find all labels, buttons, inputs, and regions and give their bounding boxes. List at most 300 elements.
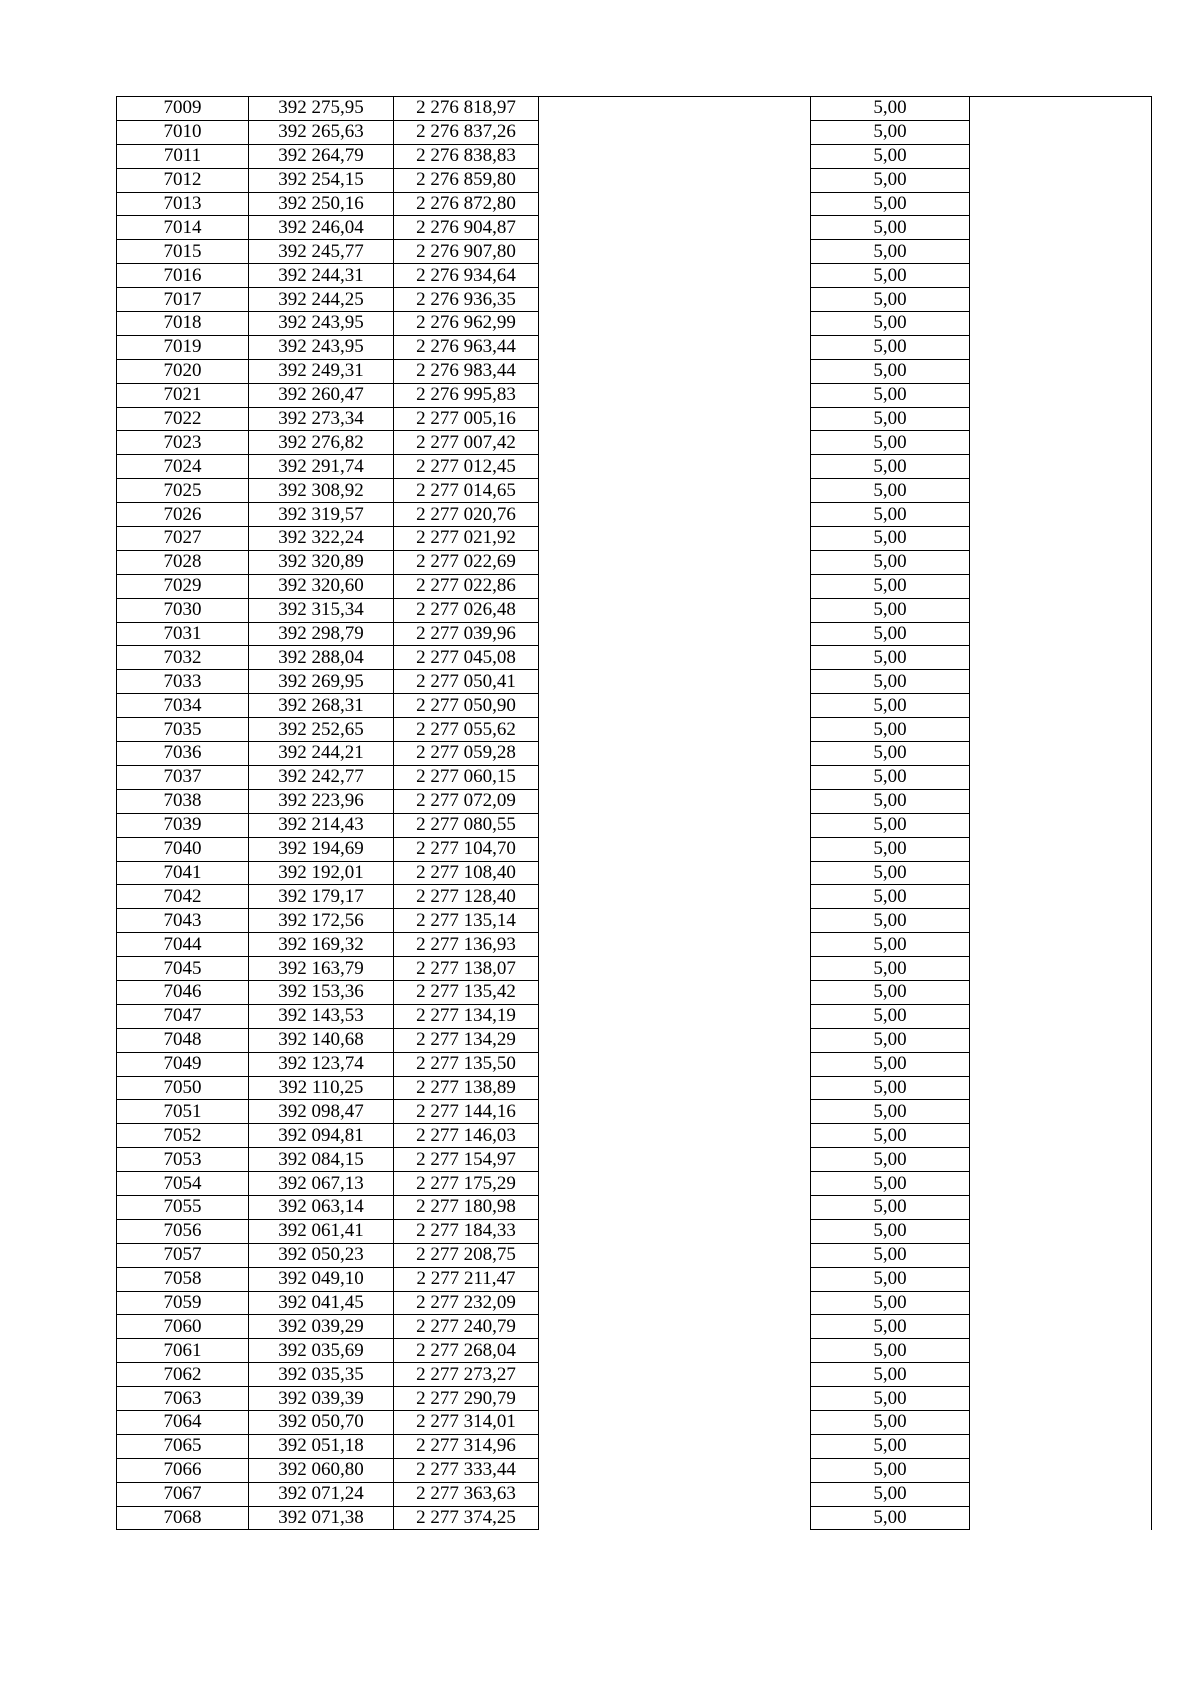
accuracy-cell: 5,00 [811, 383, 970, 407]
x-coordinate-cell: 392 320,60 [249, 574, 394, 598]
table-row [117, 1410, 1152, 1434]
x-coordinate-cell: 392 242,77 [249, 765, 394, 789]
table-row [117, 1387, 1152, 1411]
accuracy-cell: 5,00 [811, 1387, 970, 1411]
y-coordinate-cell: 2 277 104,70 [394, 837, 539, 861]
blank-cell [539, 718, 811, 742]
y-coordinate-cell: 2 277 072,09 [394, 789, 539, 813]
table-row [117, 1506, 1152, 1530]
accuracy-cell: 5,00 [811, 1410, 970, 1434]
note-cell [970, 216, 1152, 240]
blank-cell [539, 1506, 811, 1530]
table-row [117, 861, 1152, 885]
accuracy-cell: 5,00 [811, 1339, 970, 1363]
note-cell [970, 550, 1152, 574]
table-row [117, 192, 1152, 216]
table-row [117, 527, 1152, 551]
table-row [117, 288, 1152, 312]
table-row [117, 240, 1152, 264]
point-number-cell: 7064 [117, 1410, 249, 1434]
accuracy-cell: 5,00 [811, 1028, 970, 1052]
table-row [117, 335, 1152, 359]
table-row [117, 1004, 1152, 1028]
table-row [117, 144, 1152, 168]
blank-cell [539, 694, 811, 718]
accuracy-cell: 5,00 [811, 742, 970, 766]
table-row [117, 646, 1152, 670]
accuracy-cell: 5,00 [811, 335, 970, 359]
x-coordinate-cell: 392 163,79 [249, 957, 394, 981]
point-number-cell: 7068 [117, 1506, 249, 1530]
blank-cell [539, 1028, 811, 1052]
note-cell [970, 789, 1152, 813]
accuracy-cell: 5,00 [811, 694, 970, 718]
y-coordinate-cell: 2 277 138,07 [394, 957, 539, 981]
x-coordinate-cell: 392 244,25 [249, 288, 394, 312]
x-coordinate-cell: 392 041,45 [249, 1291, 394, 1315]
note-cell [970, 646, 1152, 670]
y-coordinate-cell: 2 277 014,65 [394, 479, 539, 503]
blank-cell [539, 383, 811, 407]
note-cell [970, 1052, 1152, 1076]
x-coordinate-cell: 392 260,47 [249, 383, 394, 407]
note-cell [970, 479, 1152, 503]
x-coordinate-cell: 392 123,74 [249, 1052, 394, 1076]
note-cell [970, 813, 1152, 837]
y-coordinate-cell: 2 276 962,99 [394, 312, 539, 336]
point-number-cell: 7026 [117, 503, 249, 527]
table-row [117, 765, 1152, 789]
table-row [117, 97, 1152, 121]
point-number-cell: 7043 [117, 909, 249, 933]
note-cell [970, 622, 1152, 646]
table-row [117, 933, 1152, 957]
y-coordinate-cell: 2 277 232,09 [394, 1291, 539, 1315]
blank-cell [539, 1195, 811, 1219]
x-coordinate-cell: 392 244,31 [249, 264, 394, 288]
x-coordinate-cell: 392 060,80 [249, 1458, 394, 1482]
accuracy-cell: 5,00 [811, 479, 970, 503]
x-coordinate-cell: 392 264,79 [249, 144, 394, 168]
blank-cell [539, 980, 811, 1004]
accuracy-cell: 5,00 [811, 598, 970, 622]
accuracy-cell: 5,00 [811, 216, 970, 240]
point-number-cell: 7036 [117, 742, 249, 766]
blank-cell [539, 240, 811, 264]
blank-cell [539, 168, 811, 192]
note-cell [970, 861, 1152, 885]
blank-cell [539, 359, 811, 383]
table-row [117, 1482, 1152, 1506]
y-coordinate-cell: 2 277 211,47 [394, 1267, 539, 1291]
note-cell [970, 1482, 1152, 1506]
blank-cell [539, 1387, 811, 1411]
note-cell [970, 598, 1152, 622]
blank-cell [539, 1219, 811, 1243]
note-cell [970, 1004, 1152, 1028]
accuracy-cell: 5,00 [811, 1267, 970, 1291]
y-coordinate-cell: 2 277 050,41 [394, 670, 539, 694]
y-coordinate-cell: 2 277 050,90 [394, 694, 539, 718]
point-number-cell: 7016 [117, 264, 249, 288]
note-cell [970, 1219, 1152, 1243]
blank-cell [539, 1482, 811, 1506]
blank-cell [539, 574, 811, 598]
y-coordinate-cell: 2 277 273,27 [394, 1363, 539, 1387]
blank-cell [539, 909, 811, 933]
accuracy-cell: 5,00 [811, 1243, 970, 1267]
note-cell [970, 694, 1152, 718]
note-cell [970, 1339, 1152, 1363]
x-coordinate-cell: 392 243,95 [249, 312, 394, 336]
accuracy-cell: 5,00 [811, 288, 970, 312]
accuracy-cell: 5,00 [811, 527, 970, 551]
accuracy-cell: 5,00 [811, 168, 970, 192]
y-coordinate-cell: 2 277 154,97 [394, 1148, 539, 1172]
note-cell [970, 1363, 1152, 1387]
note-cell [970, 335, 1152, 359]
x-coordinate-cell: 392 169,32 [249, 933, 394, 957]
blank-cell [539, 1148, 811, 1172]
y-coordinate-cell: 2 277 333,44 [394, 1458, 539, 1482]
x-coordinate-cell: 392 050,70 [249, 1410, 394, 1434]
blank-cell [539, 1124, 811, 1148]
x-coordinate-cell: 392 246,04 [249, 216, 394, 240]
x-coordinate-cell: 392 035,35 [249, 1363, 394, 1387]
table-row [117, 1219, 1152, 1243]
accuracy-cell: 5,00 [811, 837, 970, 861]
table-row [117, 550, 1152, 574]
x-coordinate-cell: 392 269,95 [249, 670, 394, 694]
blank-cell [539, 144, 811, 168]
note-cell [970, 1148, 1152, 1172]
point-number-cell: 7061 [117, 1339, 249, 1363]
x-coordinate-cell: 392 223,96 [249, 789, 394, 813]
blank-cell [539, 861, 811, 885]
point-number-cell: 7011 [117, 144, 249, 168]
blank-cell [539, 1434, 811, 1458]
note-cell [970, 1195, 1152, 1219]
note-cell [970, 168, 1152, 192]
point-number-cell: 7031 [117, 622, 249, 646]
blank-cell [539, 885, 811, 909]
note-cell [970, 503, 1152, 527]
point-number-cell: 7012 [117, 168, 249, 192]
x-coordinate-cell: 392 320,89 [249, 550, 394, 574]
note-cell [970, 120, 1152, 144]
coordinates-table [116, 96, 1152, 1530]
accuracy-cell: 5,00 [811, 1076, 970, 1100]
point-number-cell: 7010 [117, 120, 249, 144]
point-number-cell: 7024 [117, 455, 249, 479]
x-coordinate-cell: 392 049,10 [249, 1267, 394, 1291]
accuracy-cell: 5,00 [811, 1458, 970, 1482]
x-coordinate-cell: 392 275,95 [249, 97, 394, 121]
point-number-cell: 7014 [117, 216, 249, 240]
blank-cell [539, 407, 811, 431]
point-number-cell: 7035 [117, 718, 249, 742]
blank-cell [539, 192, 811, 216]
y-coordinate-cell: 2 277 055,62 [394, 718, 539, 742]
x-coordinate-cell: 392 084,15 [249, 1148, 394, 1172]
point-number-cell: 7009 [117, 97, 249, 121]
accuracy-cell: 5,00 [811, 622, 970, 646]
point-number-cell: 7059 [117, 1291, 249, 1315]
accuracy-cell: 5,00 [811, 957, 970, 981]
y-coordinate-cell: 2 276 934,64 [394, 264, 539, 288]
point-number-cell: 7041 [117, 861, 249, 885]
table-row [117, 1363, 1152, 1387]
blank-cell [539, 1004, 811, 1028]
blank-cell [539, 550, 811, 574]
blank-cell [539, 598, 811, 622]
point-number-cell: 7060 [117, 1315, 249, 1339]
y-coordinate-cell: 2 277 060,15 [394, 765, 539, 789]
table-row [117, 455, 1152, 479]
table-row [117, 622, 1152, 646]
y-coordinate-cell: 2 277 144,16 [394, 1100, 539, 1124]
note-cell [970, 192, 1152, 216]
point-number-cell: 7015 [117, 240, 249, 264]
x-coordinate-cell: 392 035,69 [249, 1339, 394, 1363]
x-coordinate-cell: 392 140,68 [249, 1028, 394, 1052]
note-cell [970, 407, 1152, 431]
point-number-cell: 7018 [117, 312, 249, 336]
table-row [117, 359, 1152, 383]
table-row [117, 718, 1152, 742]
y-coordinate-cell: 2 277 175,29 [394, 1172, 539, 1196]
point-number-cell: 7039 [117, 813, 249, 837]
accuracy-cell: 5,00 [811, 431, 970, 455]
accuracy-cell: 5,00 [811, 1172, 970, 1196]
accuracy-cell: 5,00 [811, 980, 970, 1004]
accuracy-cell: 5,00 [811, 1124, 970, 1148]
blank-cell [539, 288, 811, 312]
point-number-cell: 7025 [117, 479, 249, 503]
y-coordinate-cell: 2 276 907,80 [394, 240, 539, 264]
accuracy-cell: 5,00 [811, 359, 970, 383]
accuracy-cell: 5,00 [811, 1195, 970, 1219]
note-cell [970, 359, 1152, 383]
table-row [117, 1124, 1152, 1148]
table-row [117, 694, 1152, 718]
point-number-cell: 7051 [117, 1100, 249, 1124]
point-number-cell: 7034 [117, 694, 249, 718]
x-coordinate-cell: 392 143,53 [249, 1004, 394, 1028]
y-coordinate-cell: 2 276 837,26 [394, 120, 539, 144]
note-cell [970, 574, 1152, 598]
accuracy-cell: 5,00 [811, 192, 970, 216]
y-coordinate-cell: 2 276 983,44 [394, 359, 539, 383]
accuracy-cell: 5,00 [811, 503, 970, 527]
note-cell [970, 933, 1152, 957]
blank-cell [539, 1315, 811, 1339]
table-row [117, 670, 1152, 694]
accuracy-cell: 5,00 [811, 240, 970, 264]
point-number-cell: 7013 [117, 192, 249, 216]
table-row [117, 1267, 1152, 1291]
y-coordinate-cell: 2 277 135,14 [394, 909, 539, 933]
blank-cell [539, 120, 811, 144]
accuracy-cell: 5,00 [811, 670, 970, 694]
y-coordinate-cell: 2 277 059,28 [394, 742, 539, 766]
table-row [117, 1195, 1152, 1219]
x-coordinate-cell: 392 288,04 [249, 646, 394, 670]
point-number-cell: 7027 [117, 527, 249, 551]
accuracy-cell: 5,00 [811, 1100, 970, 1124]
point-number-cell: 7038 [117, 789, 249, 813]
x-coordinate-cell: 392 061,41 [249, 1219, 394, 1243]
accuracy-cell: 5,00 [811, 97, 970, 121]
accuracy-cell: 5,00 [811, 1363, 970, 1387]
table-row [117, 1148, 1152, 1172]
x-coordinate-cell: 392 179,17 [249, 885, 394, 909]
x-coordinate-cell: 392 315,34 [249, 598, 394, 622]
y-coordinate-cell: 2 277 007,42 [394, 431, 539, 455]
note-cell [970, 1076, 1152, 1100]
blank-cell [539, 335, 811, 359]
y-coordinate-cell: 2 277 136,93 [394, 933, 539, 957]
note-cell [970, 97, 1152, 121]
table-row [117, 1076, 1152, 1100]
point-number-cell: 7021 [117, 383, 249, 407]
point-number-cell: 7020 [117, 359, 249, 383]
blank-cell [539, 742, 811, 766]
blank-cell [539, 813, 811, 837]
point-number-cell: 7057 [117, 1243, 249, 1267]
table-row [117, 1315, 1152, 1339]
table-row [117, 813, 1152, 837]
x-coordinate-cell: 392 110,25 [249, 1076, 394, 1100]
table-row [117, 909, 1152, 933]
y-coordinate-cell: 2 276 904,87 [394, 216, 539, 240]
point-number-cell: 7033 [117, 670, 249, 694]
table-row [117, 120, 1152, 144]
y-coordinate-cell: 2 277 184,33 [394, 1219, 539, 1243]
table-row [117, 1434, 1152, 1458]
note-cell [970, 957, 1152, 981]
table-row [117, 837, 1152, 861]
table-row [117, 1291, 1152, 1315]
note-cell [970, 718, 1152, 742]
y-coordinate-cell: 2 277 005,16 [394, 407, 539, 431]
point-number-cell: 7053 [117, 1148, 249, 1172]
table-row [117, 980, 1152, 1004]
note-cell [970, 1124, 1152, 1148]
accuracy-cell: 5,00 [811, 861, 970, 885]
blank-cell [539, 1458, 811, 1482]
accuracy-cell: 5,00 [811, 1482, 970, 1506]
y-coordinate-cell: 2 277 314,96 [394, 1434, 539, 1458]
x-coordinate-cell: 392 214,43 [249, 813, 394, 837]
note-cell [970, 742, 1152, 766]
x-coordinate-cell: 392 153,36 [249, 980, 394, 1004]
note-cell [970, 1387, 1152, 1411]
accuracy-cell: 5,00 [811, 789, 970, 813]
blank-cell [539, 1410, 811, 1434]
y-coordinate-cell: 2 276 859,80 [394, 168, 539, 192]
y-coordinate-cell: 2 277 021,92 [394, 527, 539, 551]
table-row [117, 574, 1152, 598]
x-coordinate-cell: 392 291,74 [249, 455, 394, 479]
table-row [117, 503, 1152, 527]
point-number-cell: 7050 [117, 1076, 249, 1100]
table-row [117, 407, 1152, 431]
blank-cell [539, 1243, 811, 1267]
note-cell [970, 837, 1152, 861]
y-coordinate-cell: 2 276 963,44 [394, 335, 539, 359]
y-coordinate-cell: 2 277 020,76 [394, 503, 539, 527]
note-cell [970, 1410, 1152, 1434]
y-coordinate-cell: 2 277 138,89 [394, 1076, 539, 1100]
note-cell [970, 264, 1152, 288]
blank-cell [539, 670, 811, 694]
accuracy-cell: 5,00 [811, 813, 970, 837]
note-cell [970, 1506, 1152, 1530]
point-number-cell: 7042 [117, 885, 249, 909]
accuracy-cell: 5,00 [811, 1004, 970, 1028]
blank-cell [539, 216, 811, 240]
x-coordinate-cell: 392 322,24 [249, 527, 394, 551]
y-coordinate-cell: 2 277 240,79 [394, 1315, 539, 1339]
x-coordinate-cell: 392 268,31 [249, 694, 394, 718]
x-coordinate-cell: 392 039,39 [249, 1387, 394, 1411]
point-number-cell: 7029 [117, 574, 249, 598]
accuracy-cell: 5,00 [811, 1506, 970, 1530]
point-number-cell: 7049 [117, 1052, 249, 1076]
note-cell [970, 240, 1152, 264]
point-number-cell: 7044 [117, 933, 249, 957]
x-coordinate-cell: 392 067,13 [249, 1172, 394, 1196]
table-row [117, 168, 1152, 192]
point-number-cell: 7019 [117, 335, 249, 359]
blank-cell [539, 1363, 811, 1387]
accuracy-cell: 5,00 [811, 1434, 970, 1458]
accuracy-cell: 5,00 [811, 455, 970, 479]
y-coordinate-cell: 2 277 108,40 [394, 861, 539, 885]
note-cell [970, 527, 1152, 551]
accuracy-cell: 5,00 [811, 550, 970, 574]
point-number-cell: 7037 [117, 765, 249, 789]
x-coordinate-cell: 392 050,23 [249, 1243, 394, 1267]
y-coordinate-cell: 2 277 135,42 [394, 980, 539, 1004]
y-coordinate-cell: 2 277 026,48 [394, 598, 539, 622]
accuracy-cell: 5,00 [811, 885, 970, 909]
blank-cell [539, 1339, 811, 1363]
note-cell [970, 1291, 1152, 1315]
point-number-cell: 7030 [117, 598, 249, 622]
table-row [117, 216, 1152, 240]
blank-cell [539, 479, 811, 503]
accuracy-cell: 5,00 [811, 1219, 970, 1243]
x-coordinate-cell: 392 071,38 [249, 1506, 394, 1530]
point-number-cell: 7022 [117, 407, 249, 431]
note-cell [970, 1458, 1152, 1482]
point-number-cell: 7052 [117, 1124, 249, 1148]
blank-cell [539, 431, 811, 455]
y-coordinate-cell: 2 277 268,04 [394, 1339, 539, 1363]
blank-cell [539, 455, 811, 479]
x-coordinate-cell: 392 192,01 [249, 861, 394, 885]
accuracy-cell: 5,00 [811, 765, 970, 789]
accuracy-cell: 5,00 [811, 144, 970, 168]
x-coordinate-cell: 392 245,77 [249, 240, 394, 264]
point-number-cell: 7054 [117, 1172, 249, 1196]
table-row [117, 1243, 1152, 1267]
table-row [117, 1028, 1152, 1052]
blank-cell [539, 646, 811, 670]
note-cell [970, 431, 1152, 455]
